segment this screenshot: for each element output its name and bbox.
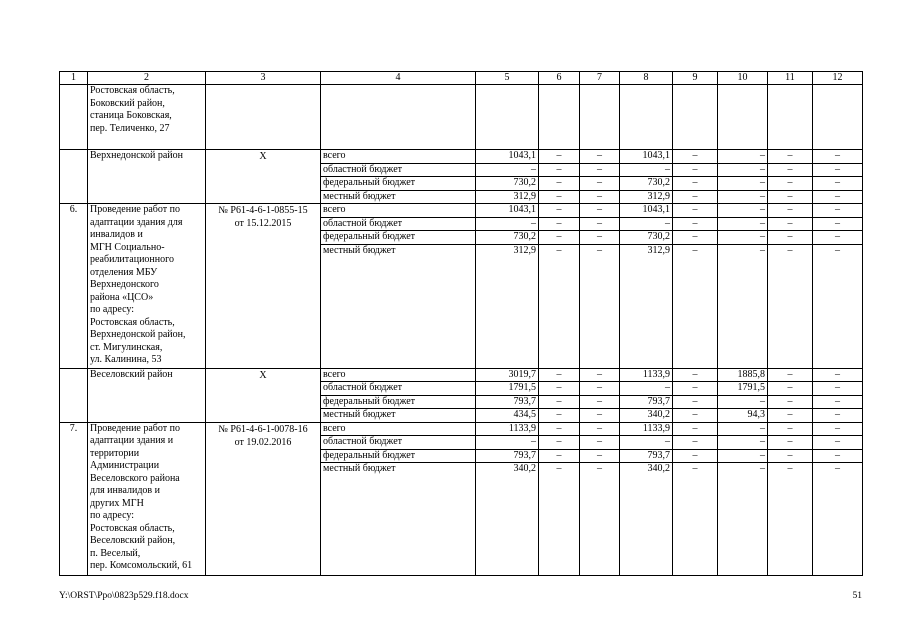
budget-label: всего bbox=[321, 150, 476, 164]
value-cell: – bbox=[768, 177, 813, 191]
value-cell: – bbox=[768, 163, 813, 177]
header-row bbox=[60, 72, 863, 85]
value-cell bbox=[813, 85, 863, 150]
value-cell: – bbox=[813, 463, 863, 576]
value-cell: – bbox=[673, 436, 718, 450]
column-header: 9 bbox=[673, 72, 718, 85]
value-cell: – bbox=[539, 368, 580, 382]
budget-label: всего bbox=[321, 422, 476, 436]
column-header: 3 bbox=[206, 72, 321, 85]
value-cell: – bbox=[718, 190, 768, 204]
value-cell: 1791,5 bbox=[718, 382, 768, 396]
value-cell: – bbox=[673, 422, 718, 436]
value-cell: – bbox=[813, 231, 863, 245]
budget-label: местный бюджет bbox=[321, 190, 476, 204]
value-cell bbox=[580, 85, 620, 150]
value-cell: – bbox=[813, 244, 863, 368]
value-cell: – bbox=[813, 204, 863, 218]
value-cell bbox=[620, 85, 673, 150]
code-cell: № Р61-4-6-1-0855-15 от 15.12.2015 bbox=[206, 204, 321, 369]
value-cell: 1043,1 bbox=[476, 204, 539, 218]
table-row bbox=[60, 150, 863, 164]
item-name-cell: Проведение работ по адаптации здания для инвалидов и МГН Социально- реабилитационного отделения МБУ Верхнедонского района «ЦСО» по адресу: Ростовская область, Верхнедонской район, ст. Мигулинская, ул. Калинина, 53 bbox=[88, 204, 206, 369]
table-row bbox=[60, 204, 863, 218]
value-cell: – bbox=[768, 395, 813, 409]
item-address-cell: Ростовская область, Боковский район, станица Боковская, пер. Теличенко, 27 bbox=[88, 85, 206, 150]
value-cell: – bbox=[813, 163, 863, 177]
value-cell: 1133,9 bbox=[476, 422, 539, 436]
file-path: Y:\ORST\Ppo\0823p529.f18.docx bbox=[59, 591, 189, 601]
budget-label: областной бюджет bbox=[321, 163, 476, 177]
value-cell bbox=[476, 85, 539, 150]
value-cell: – bbox=[620, 436, 673, 450]
column-header: 1 bbox=[60, 72, 88, 85]
budget-label: федеральный бюджет bbox=[321, 231, 476, 245]
budget-label: местный бюджет bbox=[321, 409, 476, 423]
value-cell: – bbox=[718, 150, 768, 164]
value-cell: 730,2 bbox=[476, 177, 539, 191]
value-cell: – bbox=[539, 409, 580, 423]
value-cell: 94,3 bbox=[718, 409, 768, 423]
table-body bbox=[60, 72, 863, 576]
value-cell: – bbox=[539, 422, 580, 436]
value-cell: 3019,7 bbox=[476, 368, 539, 382]
value-cell: – bbox=[539, 395, 580, 409]
value-cell: – bbox=[673, 217, 718, 231]
column-header: 12 bbox=[813, 72, 863, 85]
value-cell: – bbox=[813, 395, 863, 409]
code-cell bbox=[206, 85, 321, 150]
value-cell: 1133,9 bbox=[620, 422, 673, 436]
value-cell: 340,2 bbox=[476, 463, 539, 576]
value-cell: – bbox=[813, 368, 863, 382]
value-cell: – bbox=[580, 463, 620, 576]
value-cell: – bbox=[768, 244, 813, 368]
value-cell: 312,9 bbox=[476, 190, 539, 204]
value-cell: 1791,5 bbox=[476, 382, 539, 396]
column-header: 4 bbox=[321, 72, 476, 85]
value-cell: 730,2 bbox=[620, 177, 673, 191]
code-cell: Х bbox=[206, 368, 321, 422]
value-cell: – bbox=[580, 409, 620, 423]
value-cell: – bbox=[580, 177, 620, 191]
value-cell: 1133,9 bbox=[620, 368, 673, 382]
value-cell: – bbox=[718, 244, 768, 368]
item-number-cell bbox=[60, 85, 88, 150]
value-cell: – bbox=[673, 382, 718, 396]
value-cell: – bbox=[476, 163, 539, 177]
value-cell: – bbox=[673, 231, 718, 245]
value-cell: – bbox=[768, 190, 813, 204]
district-name-cell: Веселовский район bbox=[88, 368, 206, 422]
column-header: 2 bbox=[88, 72, 206, 85]
budget-label: всего bbox=[321, 368, 476, 382]
value-cell: – bbox=[768, 422, 813, 436]
value-cell: 793,7 bbox=[620, 449, 673, 463]
value-cell: – bbox=[539, 150, 580, 164]
value-cell: – bbox=[620, 217, 673, 231]
value-cell: – bbox=[673, 150, 718, 164]
value-cell: 340,2 bbox=[620, 409, 673, 423]
value-cell: 1043,1 bbox=[620, 204, 673, 218]
item-number-cell bbox=[60, 368, 88, 422]
value-cell: – bbox=[539, 177, 580, 191]
value-cell: – bbox=[813, 422, 863, 436]
column-header: 7 bbox=[580, 72, 620, 85]
value-cell: – bbox=[673, 244, 718, 368]
table-row bbox=[60, 368, 863, 382]
value-cell: – bbox=[580, 395, 620, 409]
item-name-cell: Проведение работ по адаптации здания и территории Администрации Веселовского района для инвалидов и других МГН по адресу: Ростовская область, Веселовский район, п. Веселый, пер. Комсомольский, 61 bbox=[88, 422, 206, 576]
value-cell: – bbox=[539, 449, 580, 463]
value-cell: – bbox=[580, 190, 620, 204]
item-number-cell: 6. bbox=[60, 204, 88, 369]
value-cell: 1043,1 bbox=[620, 150, 673, 164]
value-cell: – bbox=[673, 368, 718, 382]
value-cell: – bbox=[580, 163, 620, 177]
value-cell: 340,2 bbox=[620, 463, 673, 576]
value-cell bbox=[539, 85, 580, 150]
value-cell: 1043,1 bbox=[476, 150, 539, 164]
budget-label: областной бюджет bbox=[321, 436, 476, 450]
value-cell: – bbox=[718, 231, 768, 245]
value-cell: 312,9 bbox=[620, 244, 673, 368]
budget-label: областной бюджет bbox=[321, 217, 476, 231]
column-header: 5 bbox=[476, 72, 539, 85]
value-cell: – bbox=[718, 217, 768, 231]
column-header: 6 bbox=[539, 72, 580, 85]
value-cell: – bbox=[580, 368, 620, 382]
table-row bbox=[60, 422, 863, 436]
value-cell: – bbox=[539, 163, 580, 177]
value-cell bbox=[321, 85, 476, 150]
value-cell: 312,9 bbox=[476, 244, 539, 368]
value-cell: – bbox=[813, 449, 863, 463]
value-cell: 793,7 bbox=[476, 449, 539, 463]
value-cell: – bbox=[813, 436, 863, 450]
value-cell: – bbox=[673, 204, 718, 218]
column-header: 10 bbox=[718, 72, 768, 85]
value-cell bbox=[718, 85, 768, 150]
budget-label: областной бюджет bbox=[321, 382, 476, 396]
value-cell: – bbox=[580, 217, 620, 231]
value-cell: – bbox=[768, 204, 813, 218]
value-cell: 730,2 bbox=[476, 231, 539, 245]
value-cell: 730,2 bbox=[620, 231, 673, 245]
value-cell: – bbox=[718, 422, 768, 436]
budget-label: федеральный бюджет bbox=[321, 395, 476, 409]
value-cell: – bbox=[718, 463, 768, 576]
value-cell: – bbox=[539, 217, 580, 231]
value-cell: 793,7 bbox=[476, 395, 539, 409]
column-header: 11 bbox=[768, 72, 813, 85]
code-cell: № Р61-4-6-1-0078-16 от 19.02.2016 bbox=[206, 422, 321, 576]
value-cell: – bbox=[718, 204, 768, 218]
value-cell: – bbox=[673, 163, 718, 177]
value-cell: – bbox=[620, 382, 673, 396]
value-cell: – bbox=[476, 436, 539, 450]
value-cell: 312,9 bbox=[620, 190, 673, 204]
value-cell: – bbox=[580, 382, 620, 396]
value-cell: – bbox=[718, 163, 768, 177]
budget-label: федеральный бюджет bbox=[321, 177, 476, 191]
value-cell: – bbox=[539, 436, 580, 450]
value-cell: 434,5 bbox=[476, 409, 539, 423]
value-cell: – bbox=[768, 150, 813, 164]
value-cell: – bbox=[539, 204, 580, 218]
value-cell: – bbox=[476, 217, 539, 231]
value-cell: – bbox=[718, 395, 768, 409]
value-cell: – bbox=[580, 204, 620, 218]
page-number: 51 bbox=[852, 591, 862, 601]
value-cell: – bbox=[580, 244, 620, 368]
code-cell: Х bbox=[206, 150, 321, 204]
column-header: 8 bbox=[620, 72, 673, 85]
item-number-cell: 7. bbox=[60, 422, 88, 576]
value-cell: – bbox=[718, 449, 768, 463]
value-cell: – bbox=[768, 217, 813, 231]
value-cell: – bbox=[673, 409, 718, 423]
value-cell: – bbox=[539, 382, 580, 396]
value-cell: – bbox=[768, 449, 813, 463]
value-cell: – bbox=[813, 150, 863, 164]
value-cell: – bbox=[580, 449, 620, 463]
value-cell: – bbox=[539, 231, 580, 245]
continuation-row bbox=[60, 85, 863, 150]
value-cell: – bbox=[539, 190, 580, 204]
value-cell bbox=[768, 85, 813, 150]
value-cell: – bbox=[580, 231, 620, 245]
value-cell: – bbox=[539, 244, 580, 368]
value-cell: – bbox=[768, 231, 813, 245]
value-cell: – bbox=[768, 368, 813, 382]
value-cell: – bbox=[539, 463, 580, 576]
value-cell: – bbox=[718, 436, 768, 450]
item-number-cell bbox=[60, 150, 88, 204]
value-cell: – bbox=[768, 382, 813, 396]
value-cell: – bbox=[673, 449, 718, 463]
value-cell: – bbox=[673, 190, 718, 204]
value-cell: – bbox=[768, 463, 813, 576]
value-cell: – bbox=[673, 463, 718, 576]
value-cell: – bbox=[813, 190, 863, 204]
value-cell: – bbox=[718, 177, 768, 191]
budget-label: местный бюджет bbox=[321, 463, 476, 576]
value-cell: – bbox=[768, 409, 813, 423]
budget-label: всего bbox=[321, 204, 476, 218]
value-cell: – bbox=[813, 217, 863, 231]
value-cell: 793,7 bbox=[620, 395, 673, 409]
value-cell bbox=[673, 85, 718, 150]
value-cell: – bbox=[813, 382, 863, 396]
value-cell: – bbox=[580, 436, 620, 450]
value-cell: – bbox=[580, 150, 620, 164]
value-cell: – bbox=[813, 409, 863, 423]
value-cell: 1885,8 bbox=[718, 368, 768, 382]
budget-label: федеральный бюджет bbox=[321, 449, 476, 463]
value-cell: – bbox=[673, 177, 718, 191]
value-cell: – bbox=[768, 436, 813, 450]
district-name-cell: Верхнедонской район bbox=[88, 150, 206, 204]
value-cell: – bbox=[813, 177, 863, 191]
budget-table bbox=[59, 71, 863, 576]
budget-label: местный бюджет bbox=[321, 244, 476, 368]
value-cell: – bbox=[620, 163, 673, 177]
value-cell: – bbox=[580, 422, 620, 436]
value-cell: – bbox=[673, 395, 718, 409]
